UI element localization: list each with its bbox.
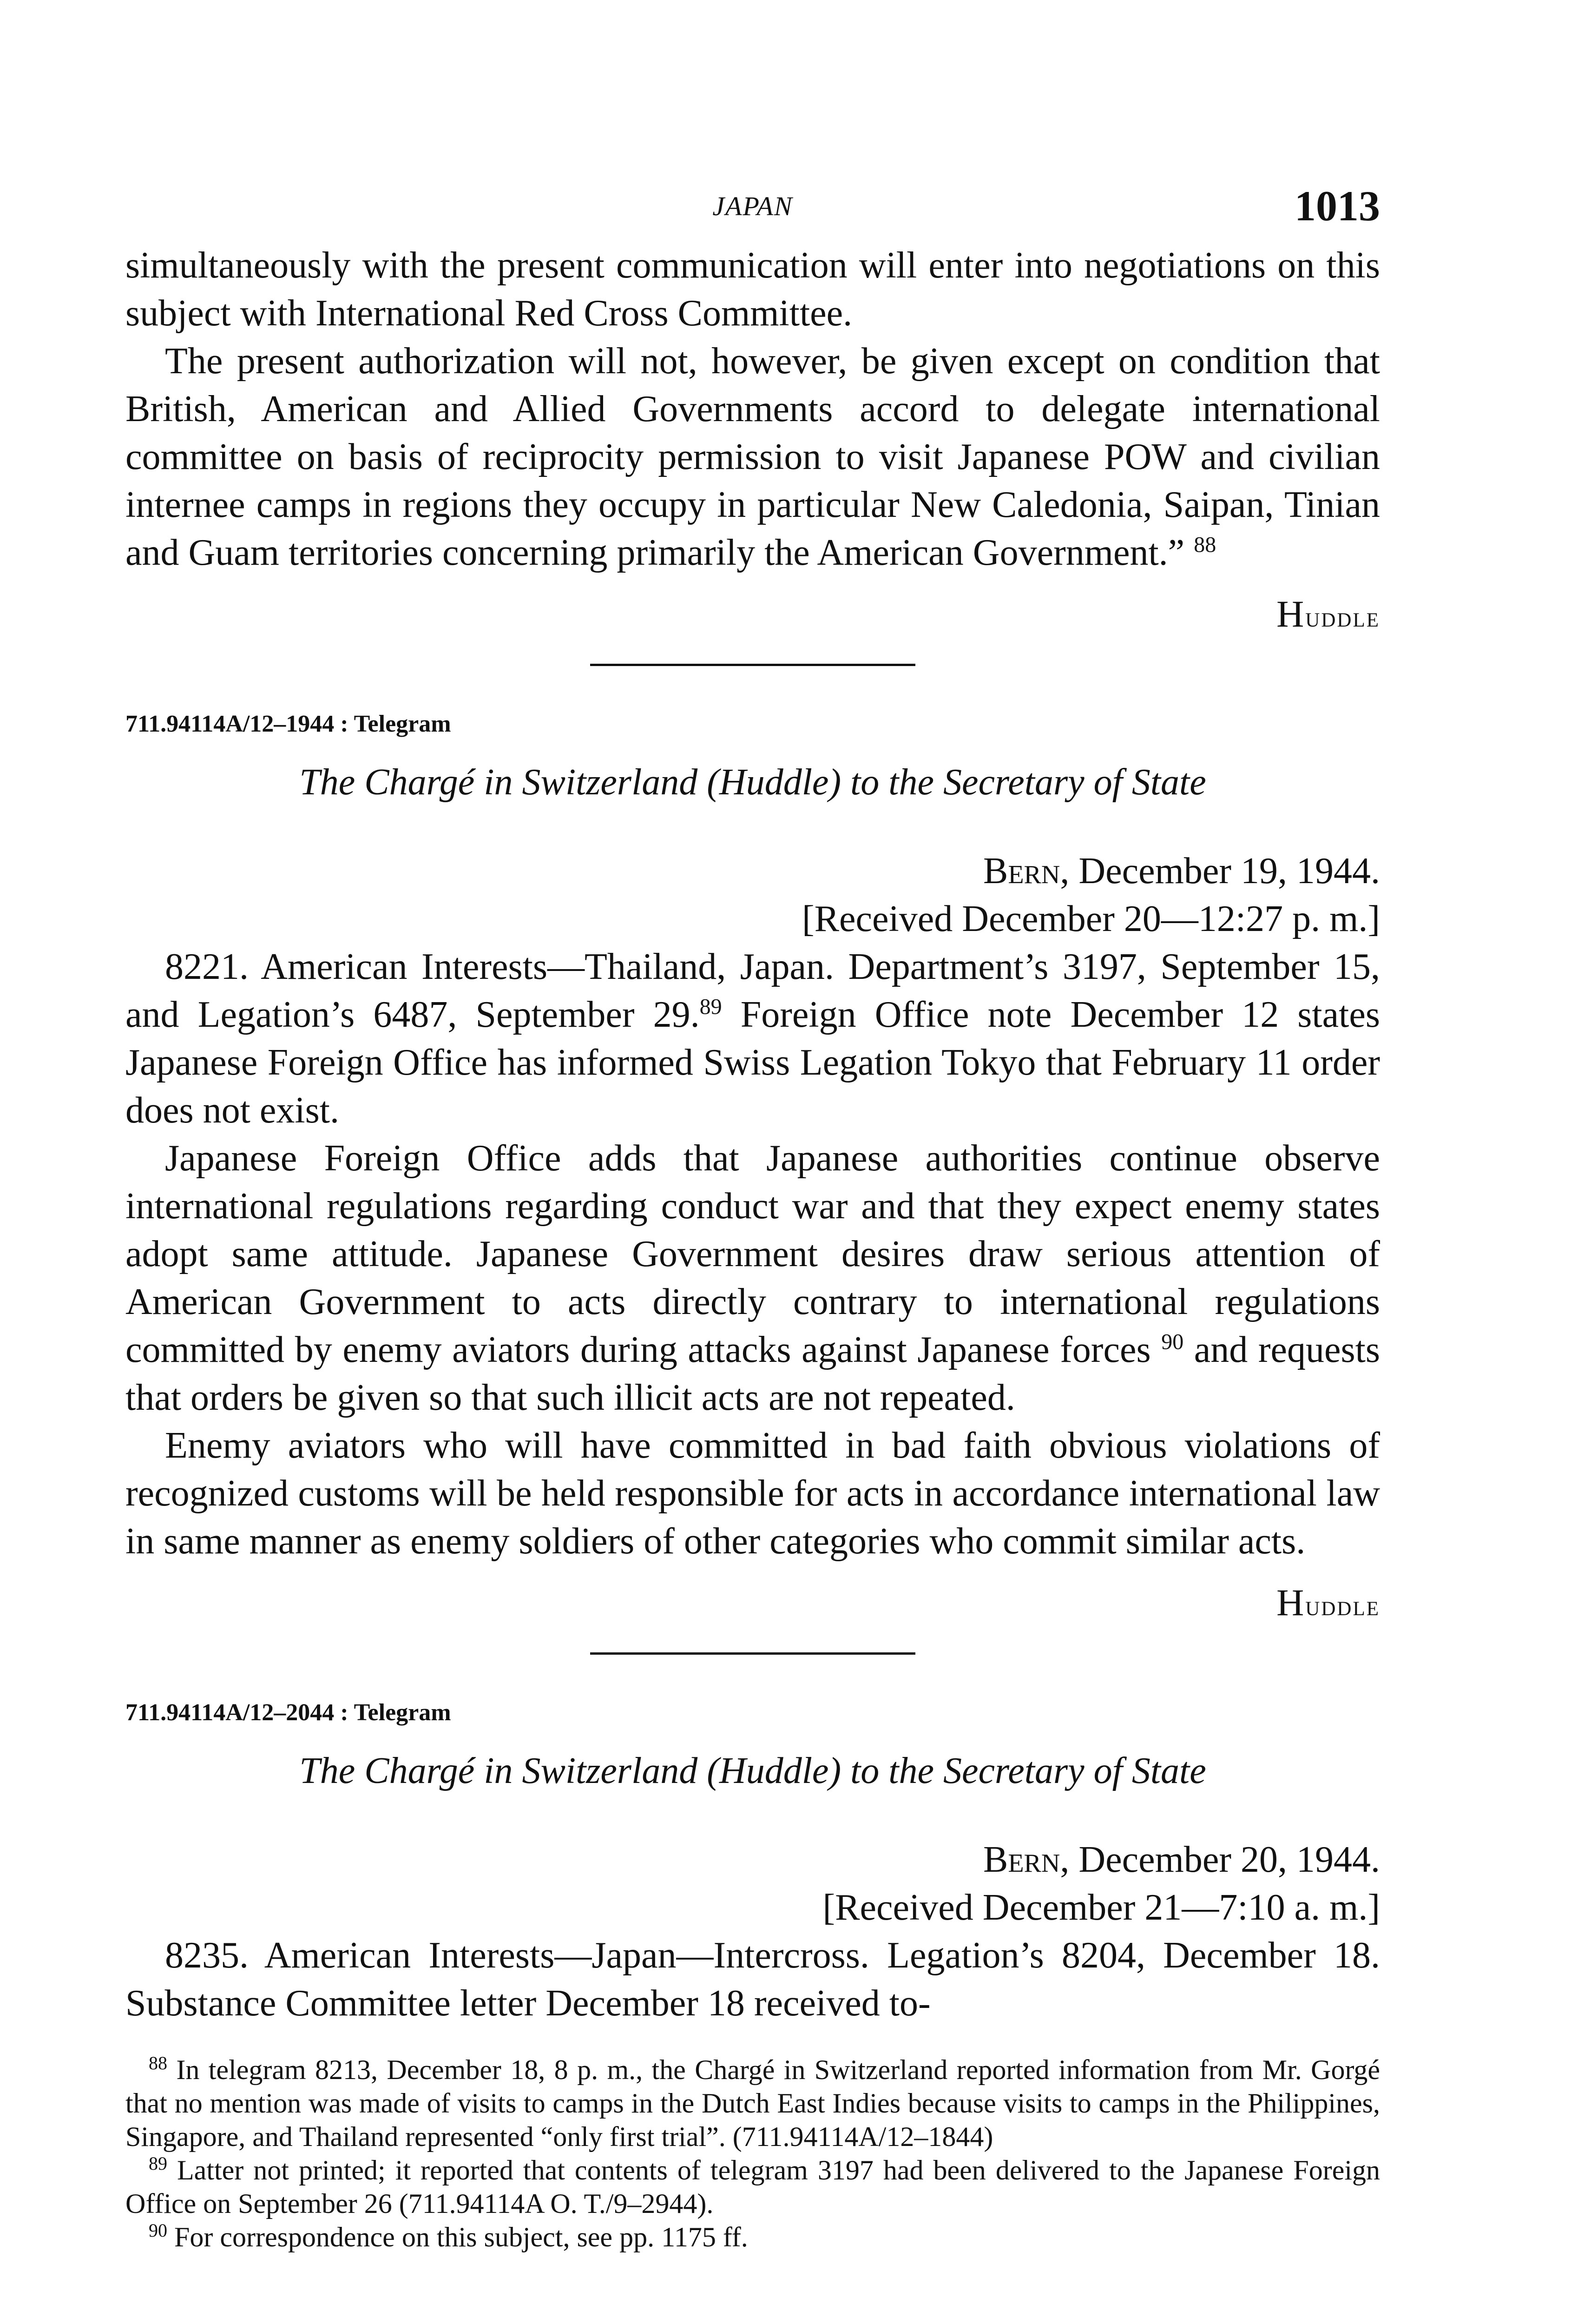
signature-huddle-2: Huddle [1276,1581,1380,1624]
dateline-2 [125,1836,1380,1884]
document-heading-1: The Chargé in Switzerland (Huddle) to the Secretary of State [299,762,1206,803]
footnote-90 [125,2220,1380,2254]
doc1-paragraph-1 [125,943,1380,1135]
footnote-ref-90: 90 [1161,1329,1184,1354]
document-2 [125,1694,1380,2027]
footnote-ref-88: 88 [1194,532,1216,557]
signature-huddle-1: Huddle [1276,593,1380,635]
footnote-text-88: In telegram 8213, December 18, 8 p. m., the Chargé in Switzerland reported information from Mr. Gorgé that no mention was made of visits to camps in the Dutch East Indies because visits to camps in the Philippines, Singapore, and Thailand represented “only first trial”. (711.94114A/12–1844) [125,2054,1380,2152]
footnote-89 [125,2153,1380,2220]
section-divider-1 [590,664,915,666]
doc1-paragraph-2-text-a: Japanese Foreign Office adds that Japanese authorities continue observe international regulations regarding conduct war and that they expect enemy states adopt same attitude. Japanese Government desires draw serious attention of American Government to acts directly contrary to international regulations committed by enemy aviators during attacks against Japanese forces [125,1138,1380,1370]
place-2: Bern, [983,1839,1070,1880]
doc1-paragraph-1-text-b: Foreign Office note December 12 states Japanese Foreign Office has informed Swiss Legation Tokyo that February 11 order does not exist. [125,994,1380,1131]
doc1-paragraph-2 [125,1135,1380,1422]
running-header [125,181,1380,242]
continuation-paragraph-2 [125,337,1380,577]
document-page [125,181,1380,2254]
file-number-2: 711.94114A/12–2044 : Telegram [125,1699,451,1726]
received-2: [Received December 21—7:10 a. m.] [822,1887,1380,1928]
footnote-88 [125,2053,1380,2153]
continuation-paragraph-2-text: The present authorization will not, however, be given except on condition that British, American and Allied Governments accord to delegate international committee on basis of reciprocity permission to visit Japanese POW and civilian internee camps in regions they occupy in particular New Caledonia, Saipan, Tinian and Guam territories concerning primarily the American Government.” [125,341,1380,573]
doc1-paragraph-2-text-b: and requests that orders be given so that such illicit acts are not repeated. [125,1329,1380,1418]
footnotes [125,2053,1380,2254]
footnote-text-89: Latter not printed; it reported that contents of telegram 3197 had been delivered to the Japanese Foreign Office on September 26 (711.94114A O. T./9–2944). [125,2155,1380,2219]
doc1-paragraph-1-text-a: 8221. American Interests—Thailand, Japan. Department’s 3197, September 15, and Legation’s 6487, September 29. [125,946,1380,1035]
footnote-mark-88: 88 [149,2053,167,2073]
footnote-text-90: For correspondence on this subject, see pp. 1175 ff. [174,2222,748,2252]
dateline-1 [125,847,1380,895]
section-divider-2 [590,1652,915,1655]
continuation-paragraph-1: simultaneously with the present communication will enter into negotiations on this subject with International Red Cross Committee. [125,245,1380,334]
place-1: Bern, [983,851,1070,891]
file-number-1: 711.94114A/12–1944 : Telegram [125,711,451,737]
date-1: December 19, 1944. [1078,851,1380,891]
footnote-mark-89: 89 [149,2153,167,2174]
received-1: [Received December 20—12:27 p. m.] [802,898,1380,939]
page-number: 1013 [1295,182,1380,230]
doc2-paragraph-1: 8235. American Interests—Japan—Intercross. Legation’s 8204, December 18. Substance Committee letter December 18 received to- [125,1935,1380,2024]
footnote-ref-89: 89 [699,994,722,1019]
date-2: December 20, 1944. [1078,1839,1380,1880]
running-title: JAPAN [712,191,793,221]
footnote-mark-90: 90 [149,2220,167,2241]
document-heading-2: The Chargé in Switzerland (Huddle) to the Secretary of State [299,1750,1206,1791]
doc1-paragraph-3: Enemy aviators who will have committed in bad faith obvious violations of recognized customs will be held responsible for acts in accordance international law in same manner as enemy soldiers of other categories who commit similar acts. [125,1425,1380,1562]
